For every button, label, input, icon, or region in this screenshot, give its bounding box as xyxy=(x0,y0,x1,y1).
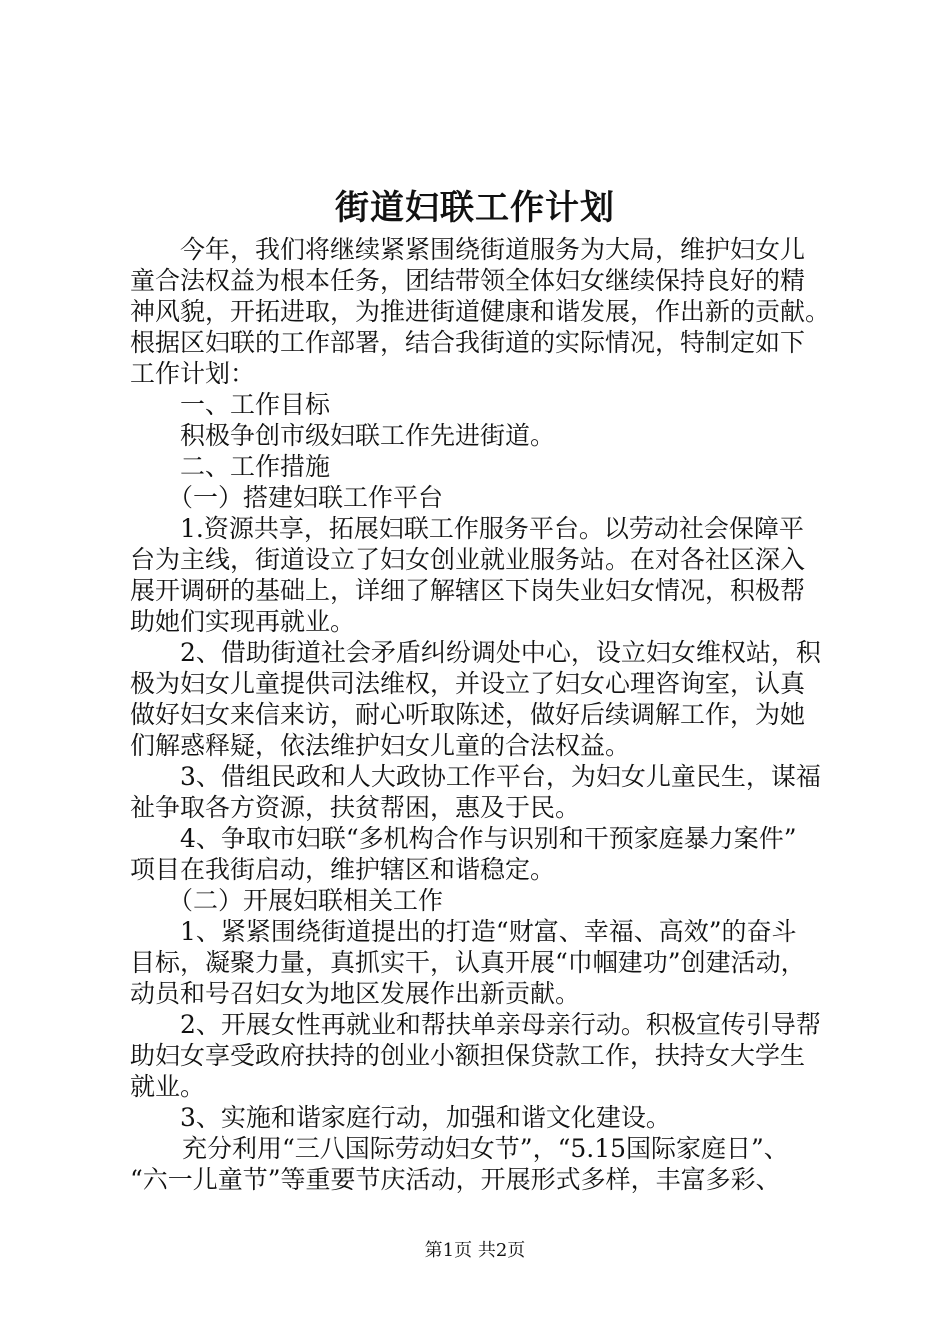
body-line: 台为主线，街道设立了妇女创业就业服务站。在对各社区深入 xyxy=(130,545,806,574)
body-line: 助她们实现再就业。 xyxy=(130,607,356,636)
body-line: 童合法权益为根本任务，团结带领全体妇女继续保持良好的精 xyxy=(130,266,806,295)
body-line: 2、开展女性再就业和帮扶单亲母亲行动。积极宣传引导帮 xyxy=(180,1010,821,1039)
body-line: 根据区妇联的工作部署，结合我街道的实际情况，特制定如下 xyxy=(130,328,806,357)
body-line: 展开调研的基础上，详细了解辖区下岗失业妇女情况，积极帮 xyxy=(130,576,806,605)
body-line: 1.资源共享，拓展妇联工作服务平台。以劳动社会保障平 xyxy=(180,514,804,543)
body-line: 目标，凝聚力量，真抓实干，认真开展“巾帼建功”创建活动， xyxy=(130,948,806,977)
body-line: 3、实施和谐家庭行动，加强和谐文化建设。 xyxy=(180,1103,671,1132)
body-line: 4、争取市妇联“多机构合作与识别和干预家庭暴力案件” xyxy=(180,824,797,853)
subsection-heading: （一）搭建妇联工作平台 xyxy=(168,483,444,512)
page-footer xyxy=(0,1239,950,1263)
body-line: 神风貌，开拓进取，为推进街道健康和谐发展，作出新的贡献。 xyxy=(130,297,831,326)
body-line: 动员和号召妇女为地区发展作出新贡献。 xyxy=(130,979,581,1008)
body-line: 项目在我街启动，维护辖区和谐稳定。 xyxy=(130,855,556,884)
body-line: 就业。 xyxy=(130,1072,206,1101)
body-line: “六一儿童节”等重要节庆活动，开展形式多样，丰富多彩、 xyxy=(130,1165,781,1194)
body-line: 祉争取各方资源，扶贫帮困，惠及于民。 xyxy=(130,793,581,822)
body-line: 3、借组民政和人大政协工作平台，为妇女儿童民生，谋福 xyxy=(180,762,821,791)
section-heading: 一、工作目标 xyxy=(180,390,331,419)
body-line: 今年，我们将继续紧紧围绕街道服务为大局，维护妇女儿 xyxy=(180,235,806,264)
body-line: 工作计划： xyxy=(130,359,256,388)
body-line: 积极争创市级妇联工作先进街道。 xyxy=(180,421,556,450)
section-heading: 二、工作措施 xyxy=(180,452,331,481)
body-line: 助妇女享受政府扶持的创业小额担保贷款工作，扶持女大学生 xyxy=(130,1041,806,1070)
body-line: 做好妇女来信来访，耐心听取陈述，做好后续调解工作，为她 xyxy=(130,700,806,729)
document-title: 街道妇联工作计划 xyxy=(335,188,615,228)
body-line: 1、紧紧围绕街道提出的打造“财富、幸福、高效”的奋斗 xyxy=(180,917,797,946)
subsection-heading: （二）开展妇联相关工作 xyxy=(168,886,444,915)
body-line: 们解惑释疑，依法维护妇女儿童的合法权益。 xyxy=(130,731,631,760)
body-line: 充分利用“三八国际劳动妇女节”，“5.15国际家庭日”、 xyxy=(182,1134,789,1163)
body-line: 2、借助街道社会矛盾纠纷调处中心，设立妇女维权站，积 xyxy=(180,638,821,667)
body-line: 极为妇女儿童提供司法维权，并设立了妇女心理咨询室，认真 xyxy=(130,669,806,698)
page-number: 第1页 共2页 xyxy=(424,1240,526,1261)
